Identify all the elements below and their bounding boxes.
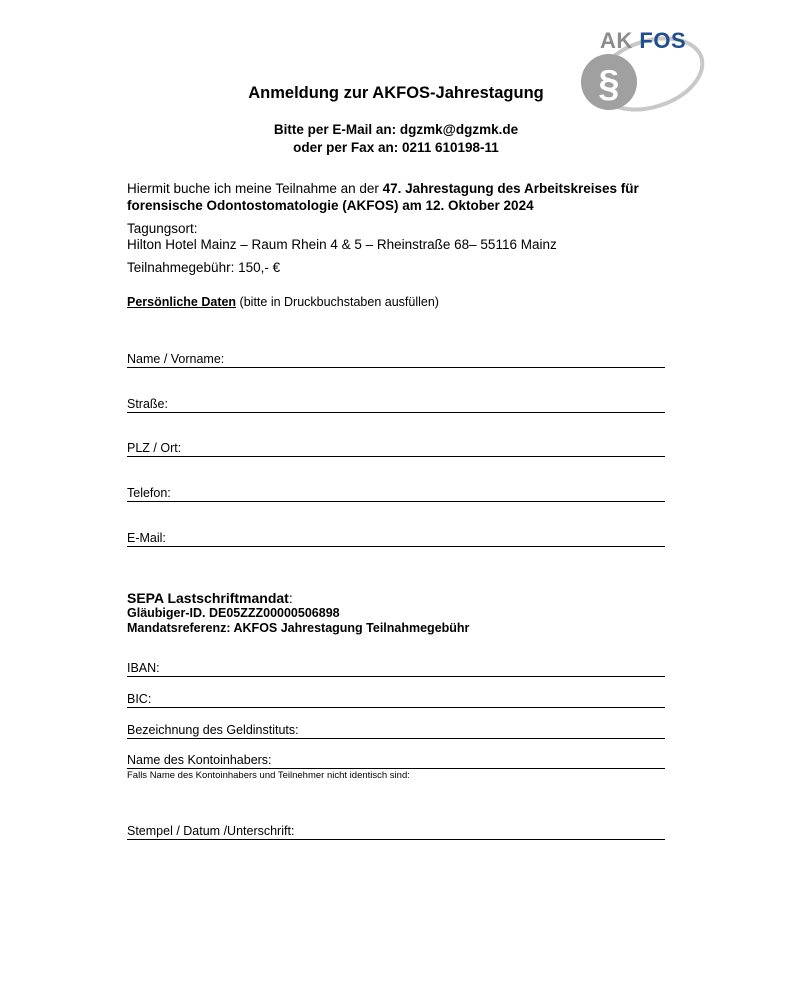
signature-field-label: Stempel / Datum /Unterschrift:	[127, 824, 295, 838]
personal-data-heading	[127, 295, 439, 309]
zip-city-field[interactable]	[127, 440, 665, 457]
iban-field[interactable]	[127, 660, 665, 677]
bank-name-field[interactable]	[127, 722, 665, 739]
email-field[interactable]	[127, 530, 665, 547]
fee-text: Teilnahmegebühr: 150,- €	[127, 260, 281, 275]
account-holder-note: Falls Name des Kontoinhabers und Teilnehmer nicht identisch sind:	[127, 770, 410, 781]
logo-paragraph-symbol: §	[598, 63, 620, 105]
iban-field-label: IBAN:	[127, 661, 160, 675]
sepa-heading	[127, 590, 293, 606]
logo-wordmark	[600, 28, 686, 54]
contact-email: Bitte per E-Mail an: dgzmk@dgzmk.de	[273, 122, 519, 137]
name-field[interactable]	[127, 351, 665, 368]
logo-fos: FOS	[639, 28, 687, 53]
venue-label: Tagungsort:	[127, 221, 198, 236]
account-holder-field[interactable]	[127, 752, 665, 769]
contact-fax: oder per Fax an: 0211 610198-11	[293, 140, 499, 155]
signature-field[interactable]	[127, 823, 665, 840]
street-field[interactable]	[127, 396, 665, 413]
creditor-id: Gläubiger-ID. DE05ZZZ00000506898	[127, 606, 340, 620]
bic-field[interactable]	[127, 691, 665, 708]
mandate-reference: Mandatsreferenz: AKFOS Jahrestagung Teilnahmegebühr	[127, 621, 470, 635]
name-field-label: Name / Vorname:	[127, 352, 225, 366]
personal-heading-label: Persönliche Daten	[127, 295, 237, 309]
bank-name-field-label: Bezeichnung des Geldinstituts:	[127, 723, 299, 737]
intro-prefix: Hiermit buche ich meine Teilnahme an der	[127, 181, 383, 196]
sepa-heading-colon: :	[288, 590, 293, 606]
akfos-logo	[572, 26, 712, 118]
personal-heading-hint: (bitte in Druckbuchstaben ausfüllen)	[236, 295, 439, 309]
bic-field-label: BIC:	[127, 692, 152, 706]
email-field-label: E-Mail:	[127, 531, 166, 545]
phone-field-label: Telefon:	[127, 486, 171, 500]
venue-address: Hilton Hotel Mainz – Raum Rhein 4 & 5 – Rheinstraße 68– 55116 Mainz	[127, 237, 557, 252]
street-field-label: Straße:	[127, 397, 168, 411]
page-title: Anmeldung zur AKFOS-Jahrestagung	[248, 84, 544, 102]
intro-event: 47. Jahrestagung des Arbeitskreises für forensische Odontostomatologie (AKFOS) am 12. Oktober 2024	[127, 181, 639, 213]
intro-text	[127, 180, 687, 214]
account-holder-field-label: Name des Kontoinhabers:	[127, 753, 272, 767]
phone-field[interactable]	[127, 485, 665, 502]
logo-ak: AK	[600, 28, 633, 53]
zip-city-field-label: PLZ / Ort:	[127, 441, 182, 455]
sepa-heading-label: SEPA Lastschriftmandat	[127, 590, 289, 606]
